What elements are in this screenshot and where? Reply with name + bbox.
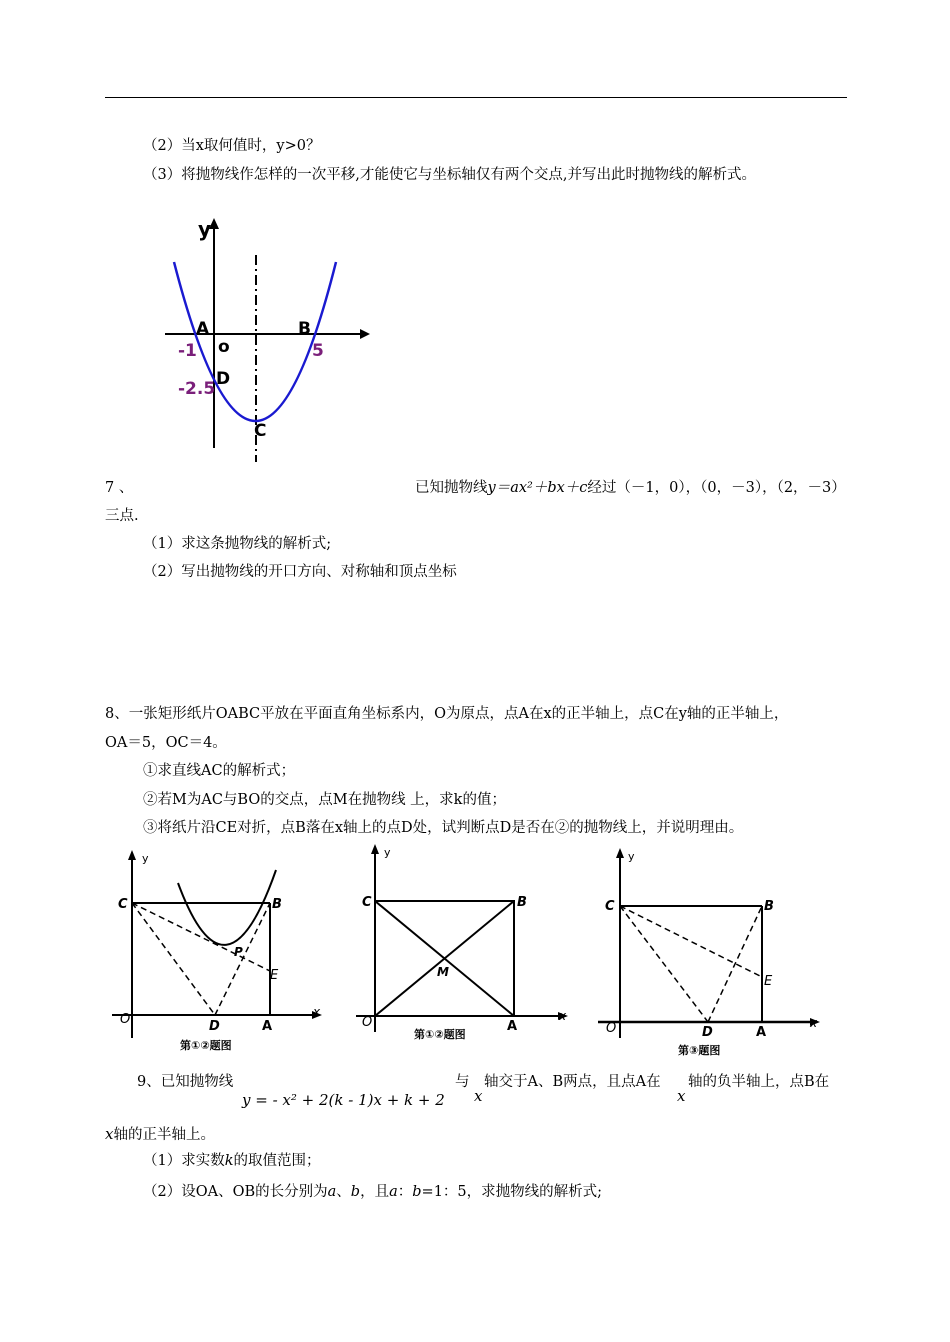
q8-stem-line2: OA＝5，OC＝4。: [105, 735, 227, 751]
header-rule: [105, 97, 847, 98]
q9-stem-mid1: 与: [455, 1074, 470, 1090]
q9-equation: y = - x² + 2(k - 1)x + k + 2: [242, 1091, 445, 1109]
fig2-y: y: [384, 846, 391, 859]
q9-var-b-2: b: [412, 1184, 422, 1200]
q7-stem: [415, 478, 846, 498]
fig3-d: D: [702, 1025, 713, 1040]
q9-part2: [143, 1182, 602, 1202]
graph-point-b: B: [298, 319, 311, 339]
graph-value-neg2-5: -2.5: [178, 379, 216, 399]
q9-stem-cont: [105, 1124, 215, 1145]
fig2-c: C: [362, 895, 372, 910]
graph-value-5: 5: [312, 341, 324, 361]
fig2-o: O: [362, 1015, 373, 1030]
fig3-e: E: [764, 974, 773, 989]
q9-var-x-1: x: [474, 1087, 483, 1105]
q9-var-a: a: [327, 1184, 337, 1200]
q7-part1: （1）求这条抛物线的解析式;: [143, 536, 332, 552]
q9-part1: [143, 1151, 321, 1171]
fig1-c: C: [118, 897, 128, 912]
fig2-a: A: [507, 1019, 518, 1034]
q7-part2: （2）写出抛物线的开口方向、对称轴和顶点坐标: [143, 564, 457, 580]
fig3-o: O: [606, 1021, 617, 1036]
q9-part1-suffix: 的取值范围；: [233, 1153, 321, 1169]
fig3-c: C: [605, 899, 615, 914]
q9-part2-c: =1：5，求抛物线的解析式;: [421, 1184, 603, 1200]
fig1-p: P: [234, 945, 243, 959]
q7-stem-cont: 三点.: [105, 508, 139, 524]
q9-var-x-2: x: [677, 1087, 686, 1105]
q9-var-a-2: a: [389, 1184, 398, 1200]
fig1-y: y: [142, 852, 149, 865]
fig2-caption: 第①②题图: [414, 1028, 466, 1041]
q9-ratio-op: ：: [397, 1184, 413, 1200]
fig1-e: E: [270, 968, 279, 983]
q8-part3: ③将纸片沿CE对折，点B落在x轴上的点D处，试判断点D是否在②的抛物线上，并说明理由。: [143, 820, 744, 836]
q6-part3: （3）将抛物线作怎样的一次平移,才能使它与坐标轴仅有两个交点,并写出此时抛物线的解析式。: [143, 167, 756, 183]
graph-point-a: A: [196, 319, 210, 339]
q7-stem-suffix: 经过（－1，0），（0，－3），（2，－3）: [587, 480, 846, 496]
q9-stem-prefix: 9、已知抛物线: [137, 1074, 234, 1090]
q6-part2: （2）当x取何值时，y>0？: [143, 138, 321, 154]
q7-equation: y＝ax²＋bx＋c: [487, 480, 588, 496]
fig3-a: A: [756, 1025, 767, 1040]
fig1-caption: 第①②题图: [180, 1039, 232, 1052]
q9-part2-a: （2）设OA、OB的长分别为: [143, 1184, 328, 1200]
fig2-x: x: [559, 1009, 567, 1023]
q9-stem-cont-text: 轴的正半轴上。: [113, 1127, 215, 1143]
q8-part2: ②若M为AC与BO的交点，点M在抛物线 上，求k的值；: [143, 792, 506, 808]
graph-origin: o: [218, 337, 230, 357]
fig3-x: x: [810, 1016, 818, 1030]
q8-figure-3: [592, 846, 822, 1058]
fig1-d: D: [209, 1019, 220, 1034]
q9-var-b: b: [350, 1184, 361, 1200]
graph-point-c: C: [254, 421, 267, 441]
q7-number: 7 、: [105, 480, 134, 496]
q9-stem-mid2: 轴交于A、B两点，且点A在: [484, 1074, 661, 1090]
q9-var-k: k: [224, 1153, 234, 1169]
graph-value-neg1: -1: [178, 341, 197, 361]
q6-parabola-graph: [160, 210, 380, 465]
q7-stem-prefix: 已知抛物线: [415, 480, 488, 496]
fig1-o: O: [120, 1012, 131, 1027]
q8-stem-line1: 8、一张矩形纸片OABC平放在平面直角坐标系内，O为原点，点A在x的正半轴上，点C在y轴的正半轴上，: [105, 706, 789, 722]
fig2-b: B: [517, 895, 527, 910]
fig3-caption: 第③题图: [678, 1044, 721, 1057]
q9-var-x-3: x: [105, 1125, 114, 1143]
fig1-b: B: [272, 897, 282, 912]
fig1-a: A: [262, 1019, 273, 1034]
q9-sep: 、: [336, 1184, 351, 1200]
fig3-b: B: [764, 899, 774, 914]
fig1-x: x: [313, 1005, 321, 1019]
q8-figure-2: [352, 842, 574, 1050]
q9-part1-prefix: （1）求实数: [143, 1153, 225, 1169]
q8-figure-1: [108, 848, 330, 1056]
fig3-y: y: [628, 850, 635, 863]
q9-stem-mid3: 轴的负半轴上，点B在: [688, 1074, 830, 1090]
q8-part1: ①求直线AC的解析式；: [143, 763, 296, 779]
graph-y-label: y: [198, 217, 212, 241]
fig2-m: M: [437, 965, 449, 979]
q9-part2-b: ，且: [360, 1184, 390, 1200]
graph-point-d: D: [216, 369, 231, 389]
